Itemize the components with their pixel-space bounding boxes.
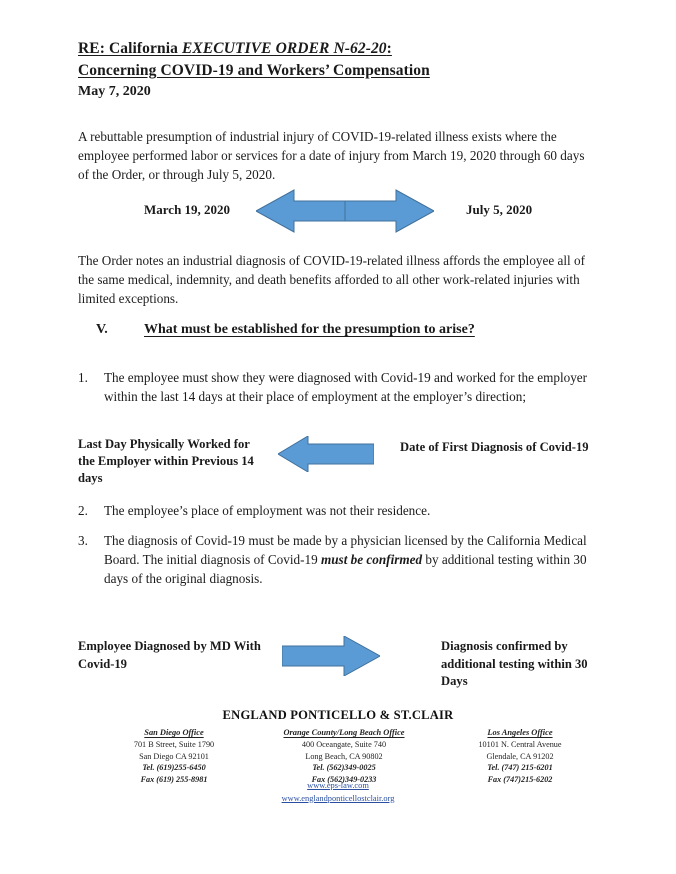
office-block xyxy=(440,727,600,785)
list-item-text: The employee’s place of employment was not their residence. xyxy=(104,503,431,518)
section-heading xyxy=(96,322,475,338)
list-item-text xyxy=(104,531,596,588)
website-link-eps-law[interactable]: www.eps-law.com xyxy=(307,781,369,790)
right-arrow-icon xyxy=(282,636,380,676)
office-fax: Fax (562)349-0233 xyxy=(311,774,377,784)
office-list xyxy=(0,727,676,785)
list-item-text-before: The diagnosis of Covid-19 must be made by a physician licensed by the California Medical Board. The initial diagnosis of Covid-19 xyxy=(104,533,587,568)
document-header xyxy=(78,38,598,100)
paragraph-presumption: A rebuttable presumption of industrial injury of COVID-19-related illness exists where the employee performed labor or services for a date of injury from March 19, 2020 through 60 days of the Order, or through July 5, 2020. xyxy=(78,129,585,182)
diagram-date-range xyxy=(78,186,598,238)
office-address-line-1: 10101 N. Central Avenue xyxy=(478,739,562,749)
header-re-prefix: RE: California xyxy=(78,40,182,57)
footer-links xyxy=(0,780,676,805)
list-item-number: 1. xyxy=(78,370,88,385)
website-link-england-ponticello[interactable]: www.englandponticellostclair.org xyxy=(281,793,395,803)
list-item xyxy=(78,531,596,588)
paragraph-order-notes: The Order notes an industrial diagnosis of COVID-19-related illness affords the employee all of the same medical, indemnity, and death benefits afforded to all other work-related injuries with limited exceptions. xyxy=(78,253,585,306)
office-fax: Fax (619) 255-8981 xyxy=(140,774,208,784)
double-headed-arrow-icon xyxy=(256,188,434,234)
office-address-line-2: San Diego CA 92101 xyxy=(139,751,209,761)
section-title: What must be established for the presumption to arise? xyxy=(144,322,475,337)
list-item-number: 2. xyxy=(78,503,88,518)
office-telephone: Tel. (747) 215-6201 xyxy=(487,763,553,773)
office-title: Orange County/Long Beach Office xyxy=(283,728,405,737)
diagram-last-day-left-label: Last Day Physically Worked for the Employer within Previous 14 days xyxy=(78,437,254,486)
office-fax: Fax (747)215-6202 xyxy=(487,774,553,784)
diagram-last-day-worked xyxy=(78,436,598,492)
list-item xyxy=(78,368,596,406)
diagram-date-range-right-label: July 5, 2020 xyxy=(466,202,533,217)
document-footer xyxy=(0,708,676,785)
office-telephone: Tel. (619)255-6450 xyxy=(142,763,206,773)
diagram-date-range-left-label: March 19, 2020 xyxy=(144,202,231,217)
office-address-line-2: Glendale, CA 91202 xyxy=(486,751,554,761)
diagram-confirm-left-label: Employee Diagnosed by MD With Covid-19 xyxy=(78,639,261,671)
office-block xyxy=(258,727,430,785)
office-block xyxy=(104,727,244,785)
header-subject: Concerning COVID-19 and Workers’ Compensation xyxy=(78,62,430,79)
office-address-line-1: 701 B Street, Suite 1790 xyxy=(133,739,215,749)
list-item-text-after: by additional testing within 30 days of the original diagnosis. xyxy=(104,552,587,587)
list-item-text: The employee must show they were diagnosed with Covid-19 and worked for the employer within the last 14 days at their place of employment at the employer’s direction; xyxy=(104,370,588,405)
header-colon: : xyxy=(386,40,392,57)
left-arrow-icon xyxy=(278,436,374,472)
office-telephone: Tel. (562)349-0025 xyxy=(312,763,376,773)
office-title: San Diego Office xyxy=(144,728,204,737)
office-address-line-1: 400 Oceangate, Suite 740 xyxy=(301,739,387,749)
section-numeral: V. xyxy=(96,322,108,337)
header-line-1 xyxy=(78,38,598,60)
diagram-diagnosis-confirmation xyxy=(78,636,598,698)
list-item-number: 3. xyxy=(78,533,88,548)
header-executive-order: EXECUTIVE ORDER N-62-20 xyxy=(181,40,387,57)
header-line-2 xyxy=(78,60,598,82)
diagram-confirm-right-label: Diagnosis confirmed by additional testing within 30 Days xyxy=(441,639,588,689)
firm-name: ENGLAND PONTICELLO & ST.CLAIR xyxy=(222,708,454,722)
list-item xyxy=(78,501,596,520)
office-title: Los Angeles Office xyxy=(487,728,553,737)
header-date: May 7, 2020 xyxy=(78,84,151,99)
office-address-line-2: Long Beach, CA 90802 xyxy=(305,751,383,761)
diagram-last-day-right-label: Date of First Diagnosis of Covid-19 xyxy=(400,440,589,454)
list-item-emphasis: must be confirmed xyxy=(320,552,423,568)
